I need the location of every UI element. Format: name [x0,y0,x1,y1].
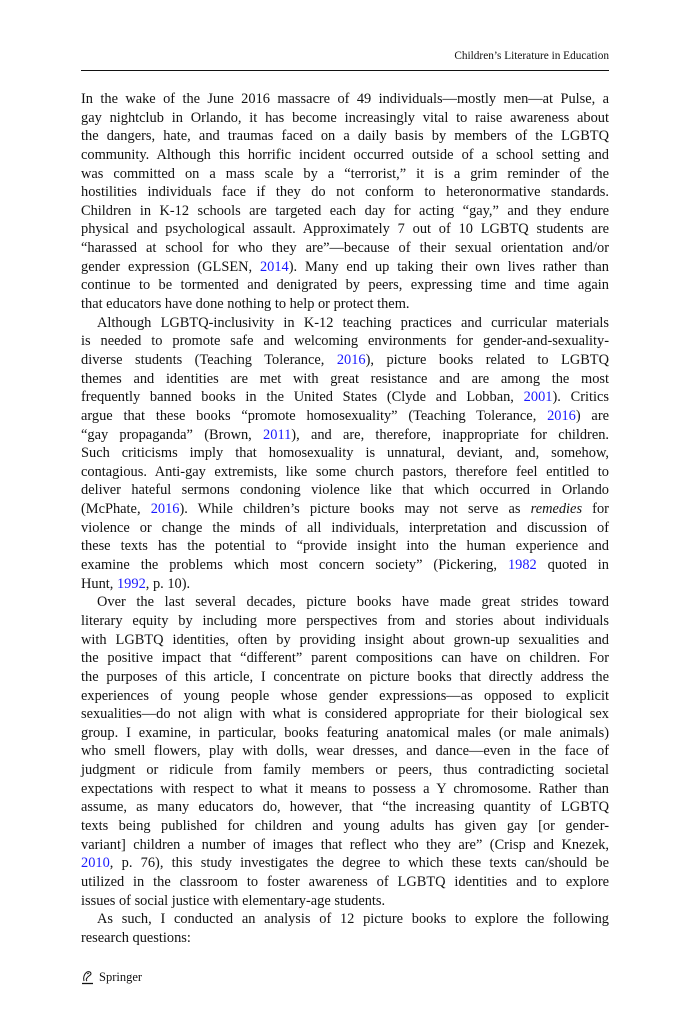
text-segment: who smell flowers, play with dolls, wear dresses, and dance—even in the face of [81,743,609,760]
text-line [81,631,609,650]
text-segment: experiences of young people whose gender expressions—as opposed to explicit [81,687,609,704]
text-line [81,593,609,612]
text-segment: Such criticisms imply that homosexuality is unnatural, deviant, and, somehow, [81,445,609,462]
text-line [81,929,609,948]
text-segment: themes and identities are met with great resistance and are among the most [81,370,609,387]
text-segment: is needed to promote safe and welcoming environments for gender-and-sexuality- [81,333,609,350]
text-segment: Over the last several decades, picture books have made great strides toward [97,594,609,611]
text-segment: judgment or ridicule from family members or peers, thus contradicting societal [81,762,609,779]
text-segment: As such, I conducted an analysis of 12 picture books to explore the following [97,911,609,928]
header-rule [81,70,609,71]
text-line [81,463,609,482]
text-line [81,370,609,389]
text-segment: , p. 76), this study investigates the degree to which these texts can/should be [109,855,609,872]
text-line [81,109,609,128]
text-segment: the dangers, hate, and traumas faced on a daily basis by members of the LGBTQ [81,128,609,145]
emphasis-text: remedies [530,501,583,518]
text-segment: for [582,501,609,518]
text-segment: expectations with respect to what it means to possess a Y chromosome. Rather than [81,780,609,797]
text-segment: these texts has the potential to “provide insight into the human experience and [81,538,609,555]
text-segment: Hunt, [81,575,117,592]
text-segment: violence or change the minds of all individuals, interpretation and discussion of [81,519,609,536]
citation-link[interactable]: 1992 [116,575,146,592]
text-line [81,202,609,221]
text-line [81,612,609,631]
text-line [81,127,609,146]
text-segment: gay nightclub in Orlando, it has become increasingly vital to raise awareness about [81,109,609,126]
text-segment: argue that these books “promote homosexuality” (Teaching Tolerance, [81,407,548,424]
text-line [81,220,609,239]
text-segment: community. Although this horrific incident occurred outside of a school setting and [81,146,609,163]
text-segment: deliver hateful sermons condoning violence like that which occurred in Orlando [81,482,609,499]
text-line [81,90,609,109]
citation-link[interactable]: 2016 [336,351,366,368]
text-segment: issues of social justice with elementary-age students. [81,892,386,909]
text-segment: continue to be tormented and denigrated by peers, expressing time and time again [81,277,609,294]
text-segment: sexualities—do not align with what is considered appropriate for their biological sex [81,706,609,723]
text-line [81,388,609,407]
text-line [81,500,609,519]
text-line [81,836,609,855]
text-line [81,332,609,351]
paragraph [81,593,609,910]
text-segment: Children in K-12 schools are targeted each day for acting “gay,” and they endure [81,202,609,219]
text-segment: gender expression (GLSEN, [81,258,260,275]
text-line [81,295,609,314]
citation-link[interactable]: 2010 [81,855,110,872]
text-segment: texts being published for children and young adults has given gay [or gender- [81,817,609,834]
text-segment: (McPhate, [81,501,151,518]
footer [81,970,142,985]
springer-logo-icon [81,970,94,985]
text-line [81,742,609,761]
citation-link[interactable]: 1982 [507,557,537,574]
text-line [81,258,609,277]
text-line [81,873,609,892]
citation-link[interactable]: 2016 [547,407,576,424]
text-segment: assume, as many educators do, however, that “the increasing quantity of LGBTQ [81,799,609,816]
text-segment: the positive impact that “different” parent compositions can have on children. For [81,650,609,667]
text-line [81,854,609,873]
text-line [81,780,609,799]
citation-link[interactable]: 2001 [523,389,553,406]
text-line [81,407,609,426]
text-line [81,910,609,929]
paragraph [81,910,609,947]
text-segment: , p. 10). [145,575,191,592]
text-line [81,556,609,575]
citation-link[interactable]: 2011 [263,426,292,443]
text-line [81,892,609,911]
text-line [81,165,609,184]
text-segment: In the wake of the June 2016 massacre of 49 individuals—mostly men—at Pulse, a [81,91,609,107]
text-line [81,239,609,258]
text-line [81,705,609,724]
text-segment: was committed on a mass scale by a “terrorist,” it is a grim reminder of the [81,165,609,182]
text-segment: literary equity by including more perspectives from and stories about individuals [81,612,609,629]
text-line [81,276,609,295]
text-segment: with LGBTQ identities, often by providing insight about grown-up sexualities and [81,631,609,648]
text-line [81,481,609,500]
text-line [81,183,609,202]
article-body [81,90,609,947]
paragraph [81,314,609,594]
text-segment: that educators have done nothing to help or protect them. [81,296,410,313]
text-segment: hostilities individuals face if they do not conform to heteronormative standards. [81,184,609,201]
text-segment: contagious. Anti-gay extremists, like some church pastors, therefore feel entitled to [81,463,609,480]
text-segment: Although LGBTQ-inclusivity in K-12 teaching practices and curricular materials [97,314,609,331]
text-line [81,724,609,743]
text-segment: group. I examine, in particular, books featuring anatomical males (or male animals) [81,724,609,741]
text-segment: examine the problems which most concern society” (Pickering, [81,557,508,574]
text-line [81,444,609,463]
text-segment: ), and are, therefore, inappropriate for children. [291,426,609,443]
text-segment: quoted in [536,557,609,574]
text-segment: ). Critics [552,389,609,406]
text-line [81,649,609,668]
text-line [81,817,609,836]
text-segment: physical and psychological assault. Approximately 7 out of 10 LGBTQ students are [81,221,609,238]
citation-link[interactable]: 2014 [259,258,289,275]
text-line [81,426,609,445]
text-line [81,537,609,556]
text-line [81,351,609,370]
text-line [81,798,609,817]
running-head-journal-title: Children’s Literature in Education [454,50,609,62]
text-line [81,687,609,706]
text-line [81,761,609,780]
text-segment: ). Many end up taking their own lives rather than [288,258,609,275]
text-line [81,668,609,687]
text-segment: utilized in the classroom to foster awareness of LGBTQ identities and to explore [81,873,609,890]
citation-link[interactable]: 2016 [150,501,180,518]
text-line [81,519,609,538]
text-segment: research questions: [81,929,191,946]
text-segment: diverse students (Teaching Tolerance, [81,351,337,368]
text-segment: variant] children a number of images that reflect who they are” (Crisp and Knezek, [81,836,609,853]
text-segment: the purposes of this article, I concentrate on picture books that directly address the [81,668,609,685]
paragraph [81,90,609,314]
text-segment: “harassed at school for who they are”—because of their sexual orientation and/or [81,240,609,257]
publisher-name: Springer [99,970,143,984]
text-segment: ), picture books related to LGBTQ [365,351,609,368]
text-segment: “gay propaganda” (Brown, [81,426,264,443]
text-segment: ) are [575,407,609,424]
text-line [81,314,609,333]
text-line [81,146,609,165]
text-segment: ). While children’s picture books may not serve as [179,501,531,518]
text-line [81,575,609,594]
text-segment: frequently banned books in the United States (Clyde and Lobban, [81,389,524,406]
